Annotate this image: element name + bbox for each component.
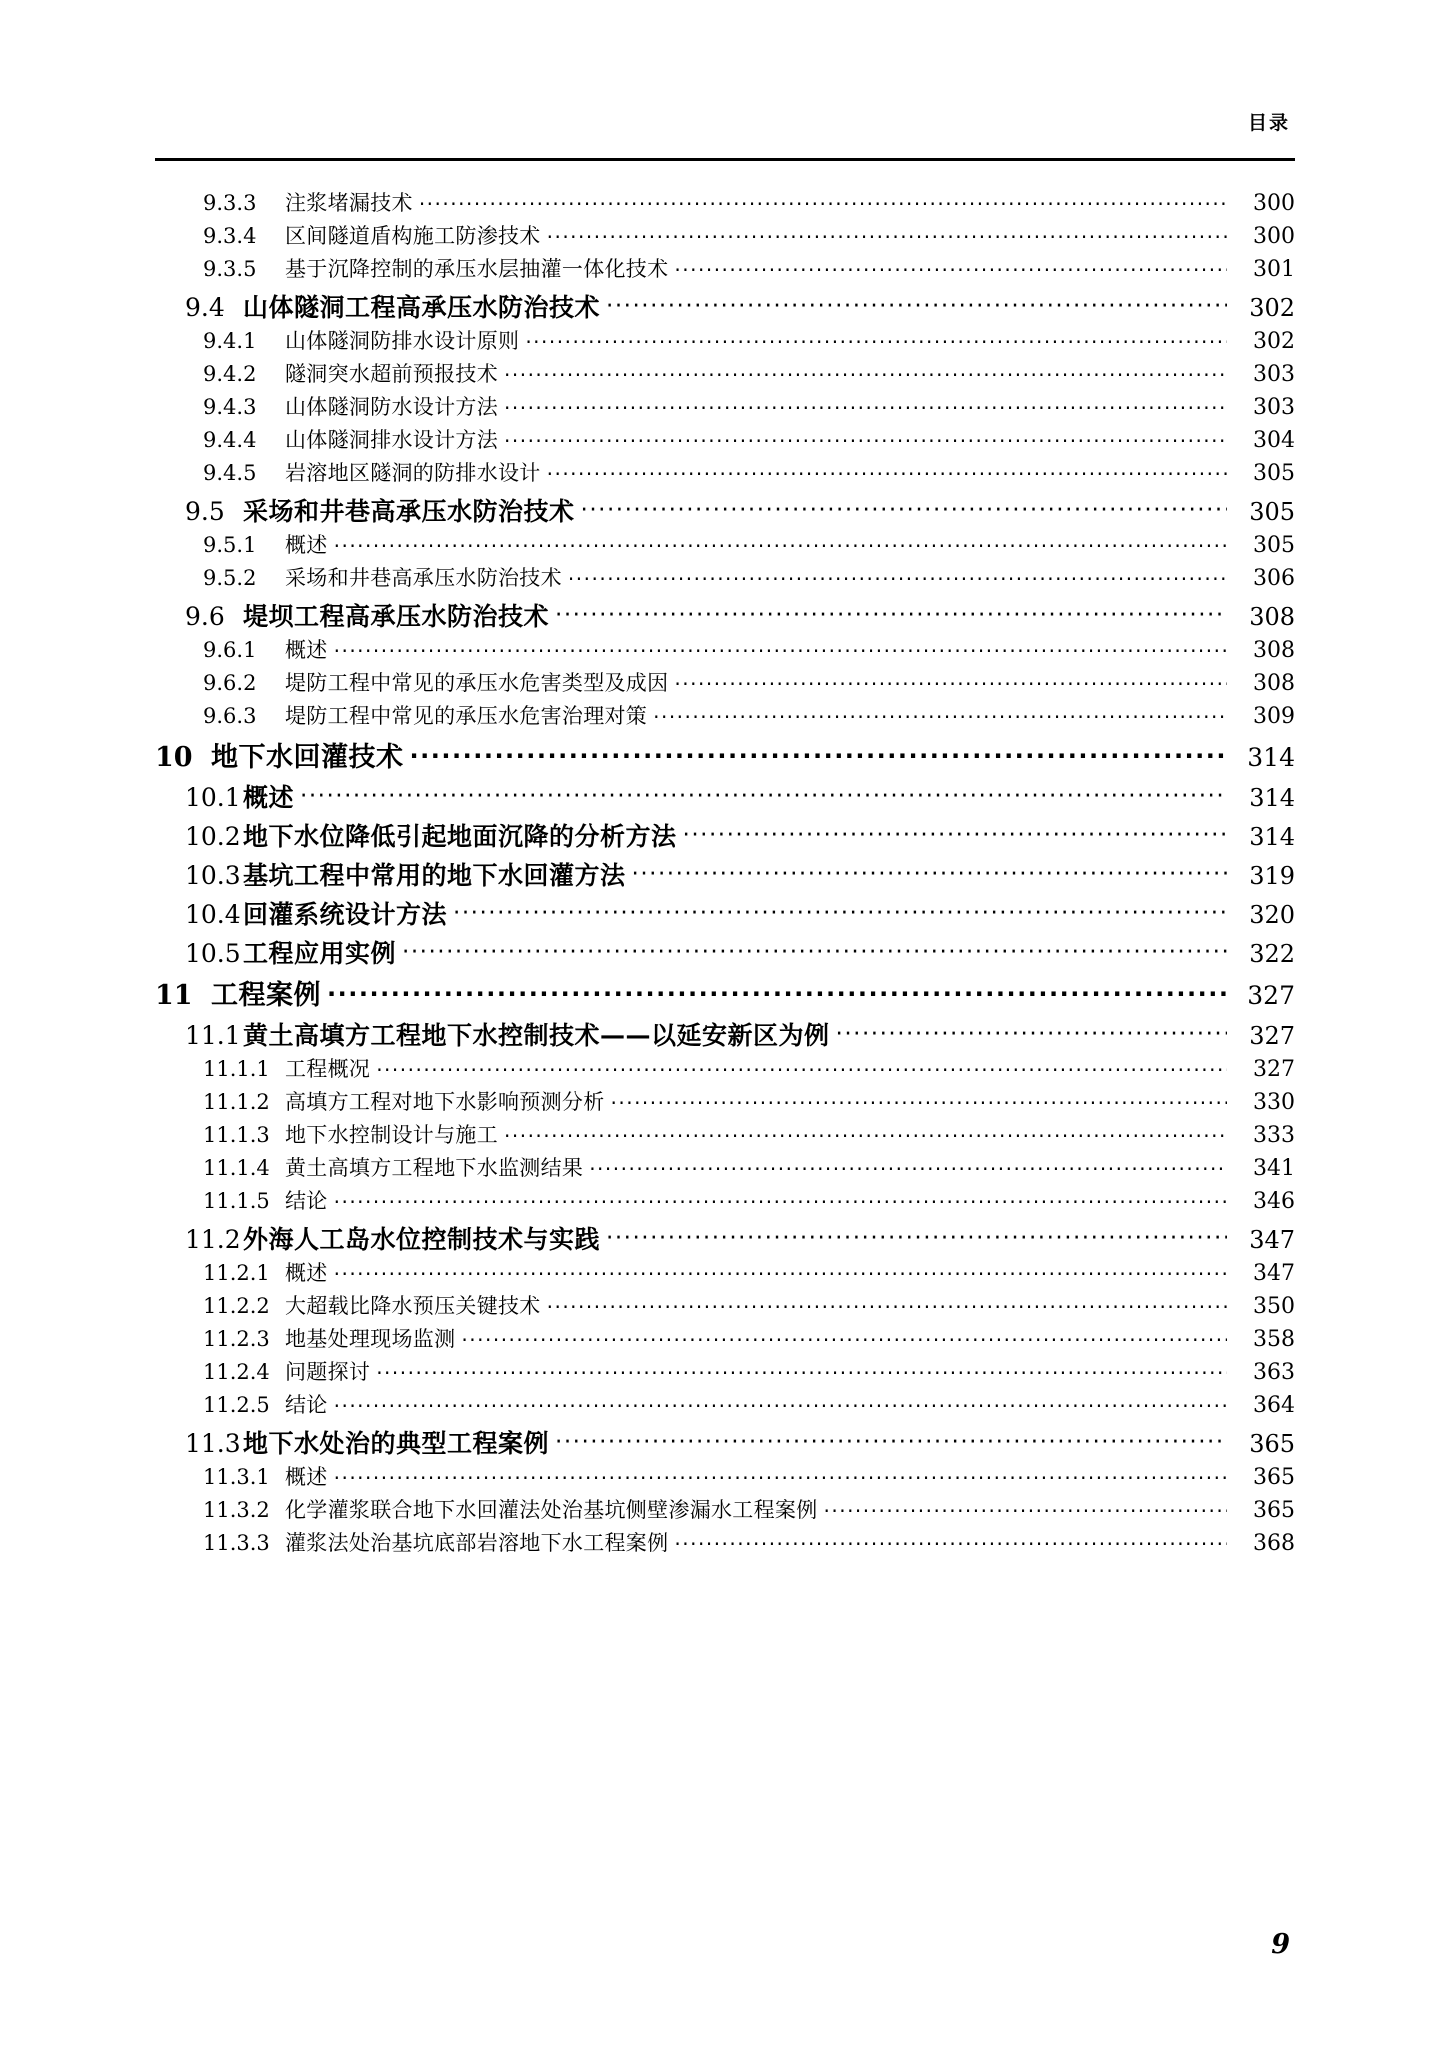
- toc-entry-page-number: 305: [1249, 498, 1295, 526]
- toc-entry[interactable]: [155, 364, 1295, 386]
- toc-entry[interactable]: [155, 982, 1295, 1009]
- toc-entry-title: 工程概况: [285, 1057, 371, 1081]
- toc-entry-number: 9.4.2: [203, 362, 257, 386]
- toc-entry[interactable]: [155, 604, 1295, 629]
- toc-entry-title: 基坑工程中常用的地下水回灌方法: [243, 861, 626, 890]
- toc-entry-number: 9.5.2: [203, 566, 257, 590]
- toc-entry-page-number: 365: [1253, 1465, 1295, 1490]
- toc-entry-title: 区间隧道盾构施工防渗技术: [285, 224, 541, 248]
- toc-entry-number: 9.5.1: [203, 533, 257, 557]
- toc-entry[interactable]: [155, 902, 1295, 927]
- toc-leader-dots: [334, 1266, 1227, 1282]
- toc-entry-page-number: 368: [1253, 1531, 1295, 1556]
- toc-entry-number: 11.1.2: [203, 1090, 270, 1114]
- toc-entry-number: 9.6.1: [203, 638, 257, 662]
- toc-entry-number: 9.4.5: [203, 461, 257, 485]
- toc-leader-dots: [376, 1365, 1227, 1381]
- toc-entry[interactable]: [155, 568, 1295, 590]
- toc-entry-page-number: 314: [1249, 823, 1295, 851]
- toc-entry-page-number: 346: [1253, 1189, 1295, 1214]
- toc-entry-number: 11: [155, 980, 193, 1011]
- toc-leader-dots: [674, 262, 1227, 278]
- toc-entry-number: 9.4: [185, 293, 225, 322]
- toc-entry-page-number: 314: [1249, 784, 1295, 812]
- toc-leader-dots: [419, 196, 1227, 212]
- toc-entry-title: 地下水控制设计与施工: [285, 1123, 498, 1147]
- toc-entry-page-number: 302: [1253, 329, 1295, 354]
- toc-entry-number: 11.2.5: [203, 1393, 270, 1417]
- toc-entry[interactable]: [155, 499, 1295, 524]
- toc-entry-title: 采场和井巷高承压水防治技术: [285, 566, 562, 590]
- toc-entry[interactable]: [155, 640, 1295, 662]
- toc-leader-dots: [547, 466, 1227, 482]
- toc-entry-title: 黄土高填方工程地下水监测结果: [285, 1156, 584, 1180]
- toc-entry-number: 9.6.3: [203, 704, 257, 728]
- toc-entry-title: 高填方工程对地下水影响预测分析: [285, 1090, 605, 1114]
- toc-entry-number: 10: [155, 742, 193, 773]
- toc-entry-page-number: 314: [1247, 743, 1295, 772]
- toc-entry-number: 10.3: [185, 861, 241, 890]
- toc-leader-dots: [402, 946, 1227, 962]
- toc-entry-page-number: 305: [1253, 461, 1295, 486]
- toc-entry-title: 结论: [285, 1393, 328, 1417]
- toc-entry-title: 黄土高填方工程地下水控制技术——以延安新区为例: [243, 1021, 830, 1050]
- toc-entry-page-number: 309: [1253, 704, 1295, 729]
- toc-leader-dots: [568, 571, 1227, 587]
- toc-entry[interactable]: [155, 744, 1295, 771]
- toc-entry-page-number: 300: [1253, 191, 1295, 216]
- toc-entry-page-number: 327: [1253, 1057, 1295, 1082]
- toc-leader-dots: [589, 1161, 1227, 1177]
- toc-entry-number: 11.3.3: [203, 1531, 270, 1555]
- toc-leader-dots: [334, 643, 1227, 659]
- toc-entry-page-number: 306: [1253, 566, 1295, 591]
- toc-entry-title: 工程案例: [211, 980, 321, 1011]
- page-folio: 9: [1271, 1929, 1290, 1960]
- toc-entry[interactable]: [155, 1362, 1295, 1384]
- toc-entry-page-number: 330: [1253, 1090, 1295, 1115]
- toc-leader-dots: [300, 790, 1227, 806]
- toc-entry-number: 10.4: [185, 900, 241, 929]
- toc-entry-page-number: 347: [1253, 1261, 1295, 1286]
- toc-entry-title: 地下水回灌技术: [211, 742, 404, 773]
- toc-entry[interactable]: [155, 430, 1295, 452]
- toc-entry[interactable]: [155, 941, 1295, 966]
- toc-entry[interactable]: [155, 1395, 1295, 1417]
- toc-entry[interactable]: [155, 1125, 1295, 1147]
- toc-entry[interactable]: [155, 463, 1295, 485]
- toc-entry-number: 11.3.1: [203, 1465, 270, 1489]
- toc-entry-number: 9.3.3: [203, 191, 257, 215]
- toc-entry-page-number: 305: [1253, 533, 1295, 558]
- toc-entry-title: 概述: [243, 783, 295, 812]
- toc-entry[interactable]: [155, 673, 1295, 695]
- toc-entry-title: 问题探讨: [285, 1360, 371, 1384]
- toc-entry-number: 9.4.1: [203, 329, 257, 353]
- toc-entry-number: 9.5: [185, 497, 225, 526]
- toc-entry[interactable]: [155, 1092, 1295, 1114]
- toc-leader-dots: [525, 334, 1227, 350]
- toc-entry-page-number: 303: [1253, 395, 1295, 420]
- toc-entry-title: 回灌系统设计方法: [243, 900, 448, 929]
- toc-entry-page-number: 308: [1249, 603, 1295, 631]
- toc-entry[interactable]: [155, 1533, 1295, 1555]
- toc-entry-title: 山体隧洞防水设计方法: [285, 395, 498, 419]
- toc-entry-page-number: 304: [1253, 428, 1295, 453]
- toc-entry[interactable]: [155, 1227, 1295, 1252]
- toc-leader-dots: [653, 709, 1227, 725]
- toc-entry-number: 11.1.3: [203, 1123, 270, 1147]
- toc-leader-dots: [606, 1232, 1227, 1248]
- toc-leader-dots: [453, 907, 1227, 923]
- toc-entry[interactable]: [155, 259, 1295, 281]
- toc-entry-page-number: 364: [1253, 1393, 1295, 1418]
- toc-entry-number: 9.3.5: [203, 257, 257, 281]
- toc-entry-page-number: 300: [1253, 224, 1295, 249]
- toc-leader-dots: [824, 1503, 1228, 1519]
- toc-leader-dots: [327, 988, 1227, 1004]
- toc-entry-page-number: 308: [1253, 638, 1295, 663]
- toc-entry-number: 9.4.4: [203, 428, 257, 452]
- toc-leader-dots: [376, 1062, 1227, 1078]
- toc-entry-title: 采场和井巷高承压水防治技术: [243, 497, 575, 526]
- toc-entry-title: 化学灌浆联合地下水回灌法处治基坑侧壁渗漏水工程案例: [285, 1498, 818, 1522]
- toc-entry-page-number: 365: [1249, 1430, 1295, 1458]
- toc-entry-title: 堤防工程中常见的承压水危害类型及成因: [285, 671, 669, 695]
- toc-leader-dots: [555, 1436, 1227, 1452]
- toc-entry[interactable]: [155, 1467, 1295, 1489]
- toc-entry-page-number: 301: [1253, 257, 1295, 282]
- toc-entry-title: 堤防工程中常见的承压水危害治理对策: [285, 704, 648, 728]
- toc-leader-dots: [547, 1299, 1227, 1315]
- toc-leader-dots: [504, 1128, 1227, 1144]
- toc-entry[interactable]: [155, 397, 1295, 419]
- toc-entry-page-number: 365: [1253, 1498, 1295, 1523]
- toc-entry-number: 11.1.1: [203, 1057, 270, 1081]
- toc-entry-title: 地下水位降低引起地面沉降的分析方法: [243, 822, 677, 851]
- toc-entry[interactable]: [155, 295, 1295, 320]
- toc-entry[interactable]: [155, 193, 1295, 215]
- toc-entry[interactable]: [155, 1431, 1295, 1456]
- toc-entry-number: 9.6.2: [203, 671, 257, 695]
- toc-leader-dots: [674, 1536, 1227, 1552]
- toc-entry-title: 山体隧洞工程高承压水防治技术: [243, 293, 601, 322]
- toc-leader-dots: [611, 1095, 1228, 1111]
- toc-entry-title: 外海人工岛水位控制技术与实践: [243, 1225, 601, 1254]
- toc-entry[interactable]: [155, 863, 1295, 888]
- toc-entry-title: 山体隧洞排水设计方法: [285, 428, 498, 452]
- toc-entry[interactable]: [155, 1329, 1295, 1351]
- toc-entry[interactable]: [155, 535, 1295, 557]
- toc-entry-page-number: 347: [1249, 1226, 1295, 1254]
- toc-entry-number: 11.2.2: [203, 1294, 270, 1318]
- toc-leader-dots: [683, 829, 1227, 845]
- toc-entry-number: 9.6: [185, 602, 225, 631]
- toc-entry-page-number: 322: [1249, 940, 1295, 968]
- toc-entry-number: 10.1: [185, 783, 241, 812]
- toc-entry-number: 11.1.5: [203, 1189, 270, 1213]
- toc-leader-dots: [836, 1028, 1227, 1044]
- toc-entry-page-number: 327: [1249, 1022, 1295, 1050]
- toc-entry[interactable]: [155, 331, 1295, 353]
- toc-entry-page-number: 341: [1253, 1156, 1295, 1181]
- toc-entry-number: 10.5: [185, 939, 241, 968]
- toc-entry-number: 11.2.1: [203, 1261, 270, 1285]
- toc-entry-title: 隧洞突水超前预报技术: [285, 362, 498, 386]
- toc-entry-page-number: 319: [1249, 862, 1295, 890]
- toc-entry-title: 工程应用实例: [243, 939, 397, 968]
- toc-leader-dots: [461, 1332, 1227, 1348]
- toc-entry[interactable]: [155, 706, 1295, 728]
- toc-entry[interactable]: [155, 1500, 1295, 1522]
- toc-leader-dots: [606, 300, 1227, 316]
- toc-entry[interactable]: [155, 1296, 1295, 1318]
- toc-leader-dots: [504, 433, 1227, 449]
- toc-entry-page-number: 327: [1247, 981, 1295, 1010]
- toc-entry-title: 概述: [285, 1261, 328, 1285]
- toc-entry-page-number: 358: [1253, 1327, 1295, 1352]
- toc-entry-title: 堤坝工程高承压水防治技术: [243, 602, 550, 631]
- toc-leader-dots: [581, 504, 1227, 520]
- toc-entry-title: 概述: [285, 533, 328, 557]
- toc-entry-number: 11.1.4: [203, 1156, 270, 1180]
- toc-entry-number: 11.3.2: [203, 1498, 270, 1522]
- toc-leader-dots: [334, 1470, 1227, 1486]
- toc-leader-dots: [334, 1398, 1227, 1414]
- toc-entry-title: 概述: [285, 1465, 328, 1489]
- toc-entry-title: 山体隧洞防排水设计原则: [285, 329, 520, 353]
- toc-entry[interactable]: [155, 1263, 1295, 1285]
- toc-leader-dots: [334, 538, 1227, 554]
- toc-entry[interactable]: [155, 226, 1295, 248]
- toc-entry-title: 注浆堵漏技术: [285, 191, 413, 215]
- toc-entry-title: 概述: [285, 638, 328, 662]
- toc-leader-dots: [547, 229, 1227, 245]
- toc-entry-page-number: 303: [1253, 362, 1295, 387]
- toc-leader-dots: [555, 609, 1227, 625]
- toc-entry-page-number: 350: [1253, 1294, 1295, 1319]
- toc-entry[interactable]: [155, 1158, 1295, 1180]
- toc-entry-page-number: 302: [1249, 294, 1295, 322]
- toc-entry[interactable]: [155, 1023, 1295, 1048]
- toc-entry-number: 11.2: [185, 1225, 241, 1254]
- toc-leader-dots: [334, 1194, 1227, 1210]
- toc-entry[interactable]: [155, 1059, 1295, 1081]
- toc-entry-number: 11.3: [185, 1429, 241, 1458]
- toc-leader-dots: [504, 400, 1227, 416]
- toc-entry-page-number: 320: [1249, 901, 1295, 929]
- toc-leader-dots: [504, 367, 1227, 383]
- toc-entry-title: 地基处理现场监测: [285, 1327, 456, 1351]
- toc-entry-number: 9.4.3: [203, 395, 257, 419]
- toc-entry-number: 9.3.4: [203, 224, 257, 248]
- toc-entry[interactable]: [155, 824, 1295, 849]
- toc-entry-page-number: 363: [1253, 1360, 1295, 1385]
- toc-entry-number: 11.1: [185, 1021, 241, 1050]
- toc-entry-title: 基于沉降控制的承压水层抽灌一体化技术: [285, 257, 669, 281]
- toc-entry[interactable]: [155, 785, 1295, 810]
- toc-entry-page-number: 333: [1253, 1123, 1295, 1148]
- running-head: 目录: [1247, 112, 1290, 134]
- toc-leader-dots: [410, 750, 1228, 766]
- toc-leader-dots: [674, 676, 1227, 692]
- toc-entry-number: 11.2.4: [203, 1360, 270, 1384]
- toc-entry-page-number: 308: [1253, 671, 1295, 696]
- toc-entry-title: 地下水处治的典型工程案例: [243, 1429, 550, 1458]
- toc-entry-title: 结论: [285, 1189, 328, 1213]
- toc-entry-title: 岩溶地区隧洞的防排水设计: [285, 461, 541, 485]
- toc-entry-number: 10.2: [185, 822, 241, 851]
- toc-leader-dots: [632, 868, 1227, 884]
- toc-entry-title: 灌浆法处治基坑底部岩溶地下水工程案例: [285, 1531, 669, 1555]
- header-rule: [155, 158, 1295, 161]
- toc-list: [155, 182, 1295, 1566]
- toc-entry-number: 11.2.3: [203, 1327, 270, 1351]
- toc-entry[interactable]: [155, 1191, 1295, 1213]
- toc-entry-title: 大超载比降水预压关键技术: [285, 1294, 541, 1318]
